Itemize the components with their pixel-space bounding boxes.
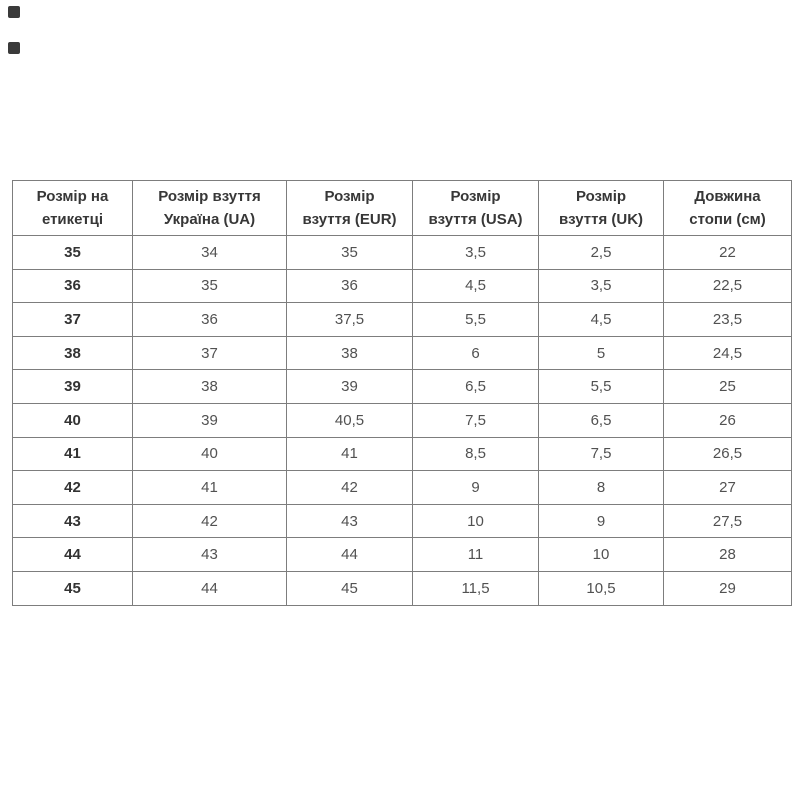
table-row xyxy=(13,403,792,437)
value-cell-ua: 43 xyxy=(133,538,287,572)
column-header-line2: взуття (USA) xyxy=(428,211,523,228)
table-row xyxy=(13,236,792,270)
row-label-cell: 40 xyxy=(13,403,133,437)
table-row xyxy=(13,269,792,303)
value-cell-eur: 39 xyxy=(287,370,413,404)
value-cell-eur: 42 xyxy=(287,471,413,505)
table-head xyxy=(13,181,792,236)
value-cell-uk: 5,5 xyxy=(539,370,664,404)
value-cell-foot-length: 29 xyxy=(664,571,792,605)
table-row xyxy=(13,504,792,538)
row-label-cell: 43 xyxy=(13,504,133,538)
value-cell-foot-length: 23,5 xyxy=(664,303,792,337)
table-row xyxy=(13,336,792,370)
value-cell-usa: 8,5 xyxy=(413,437,539,471)
column-header-ua xyxy=(133,181,287,236)
value-cell-eur: 37,5 xyxy=(287,303,413,337)
value-cell-usa: 5,5 xyxy=(413,303,539,337)
row-label-cell: 41 xyxy=(13,437,133,471)
column-header-label xyxy=(13,181,133,236)
value-cell-usa: 4,5 xyxy=(413,269,539,303)
value-cell-usa: 10 xyxy=(413,504,539,538)
value-cell-foot-length: 22,5 xyxy=(664,269,792,303)
value-cell-eur: 40,5 xyxy=(287,403,413,437)
value-cell-foot-length: 24,5 xyxy=(664,336,792,370)
table-row xyxy=(13,538,792,572)
value-cell-uk: 2,5 xyxy=(539,236,664,270)
value-cell-ua: 42 xyxy=(133,504,287,538)
value-cell-ua: 36 xyxy=(133,303,287,337)
value-cell-foot-length: 25 xyxy=(664,370,792,404)
value-cell-uk: 5 xyxy=(539,336,664,370)
value-cell-uk: 10 xyxy=(539,538,664,572)
column-header-line1: Розмір взуття xyxy=(158,188,261,205)
value-cell-ua: 41 xyxy=(133,471,287,505)
column-header-foot-length xyxy=(664,181,792,236)
value-cell-eur: 38 xyxy=(287,336,413,370)
image-placeholder-icon xyxy=(8,6,20,18)
column-header-line1: Довжина xyxy=(694,188,761,205)
value-cell-uk: 9 xyxy=(539,504,664,538)
value-cell-uk: 3,5 xyxy=(539,269,664,303)
value-cell-usa: 11,5 xyxy=(413,571,539,605)
value-cell-ua: 38 xyxy=(133,370,287,404)
value-cell-foot-length: 26,5 xyxy=(664,437,792,471)
value-cell-eur: 35 xyxy=(287,236,413,270)
value-cell-foot-length: 27 xyxy=(664,471,792,505)
value-cell-usa: 9 xyxy=(413,471,539,505)
row-label-cell: 38 xyxy=(13,336,133,370)
column-header-line1: Розмір xyxy=(450,188,501,205)
column-header-line2: стопи (см) xyxy=(689,211,766,228)
column-header-usa xyxy=(413,181,539,236)
column-header-line1: Розмір xyxy=(575,188,627,205)
column-header-line2: взуття (UK) xyxy=(558,211,644,228)
column-header-uk xyxy=(539,181,664,236)
value-cell-eur: 43 xyxy=(287,504,413,538)
value-cell-foot-length: 26 xyxy=(664,403,792,437)
value-cell-usa: 6,5 xyxy=(413,370,539,404)
value-cell-foot-length: 28 xyxy=(664,538,792,572)
value-cell-eur: 41 xyxy=(287,437,413,471)
table-row xyxy=(13,370,792,404)
value-cell-ua: 39 xyxy=(133,403,287,437)
table-row xyxy=(13,571,792,605)
row-label-cell: 44 xyxy=(13,538,133,572)
value-cell-usa: 11 xyxy=(413,538,539,572)
value-cell-foot-length: 22 xyxy=(664,236,792,270)
value-cell-uk: 6,5 xyxy=(539,403,664,437)
row-label-cell: 45 xyxy=(13,571,133,605)
column-header-line2: Україна (UA) xyxy=(163,211,256,228)
table-row xyxy=(13,437,792,471)
row-label-cell: 35 xyxy=(13,236,133,270)
value-cell-ua: 35 xyxy=(133,269,287,303)
value-cell-ua: 44 xyxy=(133,571,287,605)
row-label-cell: 36 xyxy=(13,269,133,303)
value-cell-eur: 45 xyxy=(287,571,413,605)
row-label-cell: 42 xyxy=(13,471,133,505)
value-cell-ua: 40 xyxy=(133,437,287,471)
column-header-line1: Розмір на xyxy=(36,188,109,205)
value-cell-eur: 44 xyxy=(287,538,413,572)
column-header-line1: Розмір xyxy=(324,188,375,205)
value-cell-eur: 36 xyxy=(287,269,413,303)
image-placeholder-icon xyxy=(8,42,20,54)
value-cell-usa: 6 xyxy=(413,336,539,370)
size-conversion-table xyxy=(12,180,792,606)
value-cell-ua: 37 xyxy=(133,336,287,370)
value-cell-uk: 10,5 xyxy=(539,571,664,605)
value-cell-uk: 8 xyxy=(539,471,664,505)
table-body xyxy=(13,236,792,606)
row-label-cell: 37 xyxy=(13,303,133,337)
value-cell-ua: 34 xyxy=(133,236,287,270)
value-cell-uk: 7,5 xyxy=(539,437,664,471)
column-header-line2: взуття (EUR) xyxy=(302,211,397,228)
table-row xyxy=(13,303,792,337)
value-cell-usa: 7,5 xyxy=(413,403,539,437)
column-header-eur xyxy=(287,181,413,236)
column-header-line2: етикетці xyxy=(41,211,104,228)
table-row xyxy=(13,471,792,505)
value-cell-usa: 3,5 xyxy=(413,236,539,270)
row-label-cell: 39 xyxy=(13,370,133,404)
header-row xyxy=(13,181,792,236)
value-cell-uk: 4,5 xyxy=(539,303,664,337)
value-cell-foot-length: 27,5 xyxy=(664,504,792,538)
